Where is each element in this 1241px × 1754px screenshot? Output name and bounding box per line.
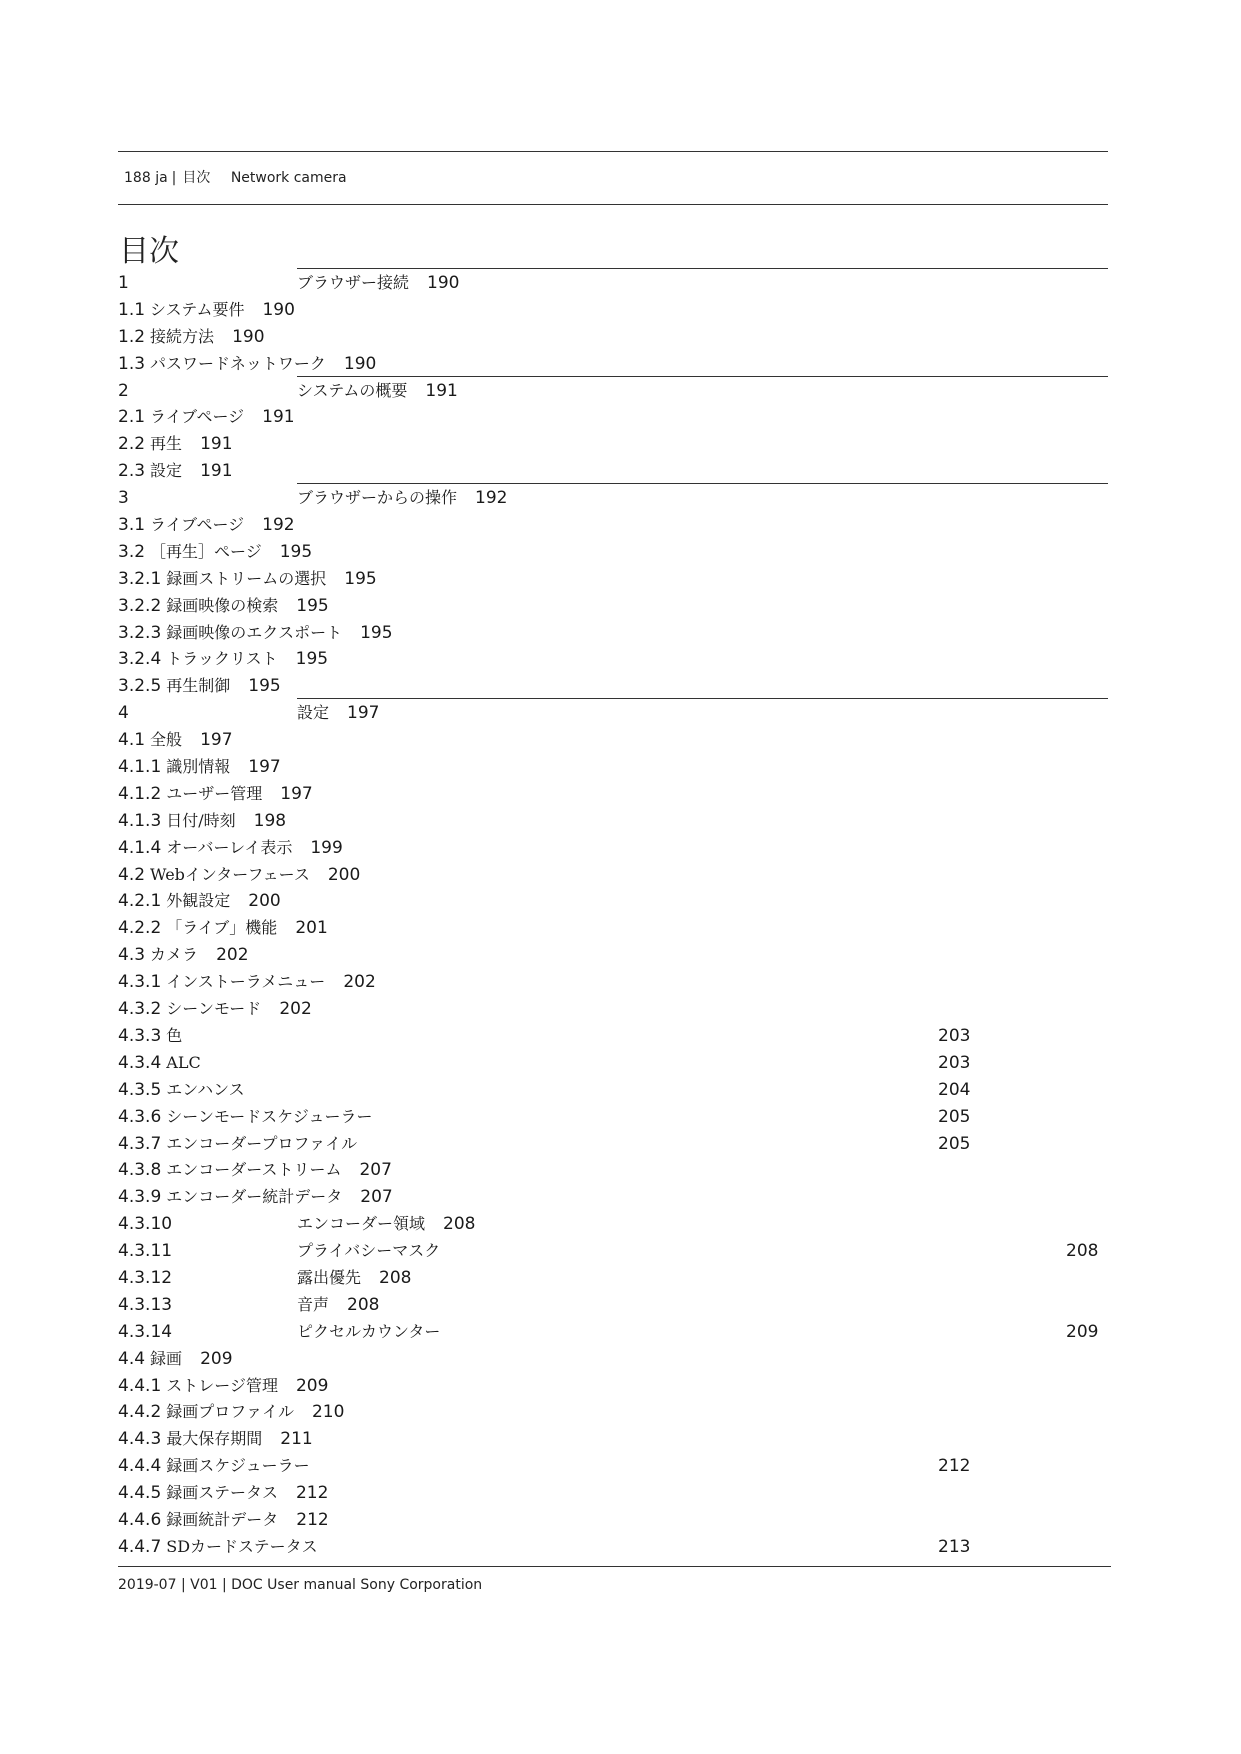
toc-page-number: 205 bbox=[938, 1106, 971, 1127]
toc-number: 4.1.3 bbox=[118, 810, 162, 831]
toc-label: 「ライブ」機能 bbox=[166, 918, 278, 938]
toc-entry-row[interactable] bbox=[118, 1050, 1108, 1077]
toc-chapter-row[interactable] bbox=[118, 700, 1108, 727]
toc-entry-row[interactable] bbox=[118, 673, 1108, 700]
toc-page-number: 190 bbox=[343, 353, 377, 374]
header-chapter: 目次 bbox=[182, 170, 211, 186]
toc-label: 最大保存期間 bbox=[166, 1429, 263, 1449]
toc-page-number: 208 bbox=[347, 1294, 380, 1315]
toc-chapter-row[interactable] bbox=[118, 270, 1108, 297]
toc-page-number: 209 bbox=[1066, 1321, 1099, 1342]
toc-number: 4.3.14 bbox=[118, 1321, 173, 1342]
toc-label: 音声 bbox=[297, 1294, 330, 1314]
toc-label-group bbox=[297, 1238, 440, 1265]
toc-number: 4.4 bbox=[118, 1348, 146, 1369]
toc-label: エンコーダー統計データ bbox=[166, 1187, 343, 1207]
toc-page-number: 197 bbox=[280, 783, 313, 804]
toc-entry-row[interactable] bbox=[118, 1399, 1108, 1426]
toc-entry-row[interactable] bbox=[118, 324, 1108, 351]
toc-entry-row[interactable] bbox=[118, 539, 1108, 566]
toc-label-group bbox=[297, 1265, 411, 1292]
toc-label-group bbox=[297, 1292, 379, 1319]
toc-page-number: 192 bbox=[262, 515, 295, 536]
toc-page-number: 198 bbox=[253, 810, 287, 831]
footer-rule bbox=[118, 1566, 1111, 1567]
toc-entry-row[interactable] bbox=[118, 1023, 1108, 1050]
toc-number: 4.3.8 bbox=[118, 1160, 162, 1181]
toc-page-number: 204 bbox=[938, 1079, 971, 1100]
toc-page-number: 210 bbox=[311, 1402, 345, 1423]
toc-page-number: 200 bbox=[327, 864, 361, 885]
toc-label: 録画統計データ bbox=[166, 1509, 279, 1529]
toc-number: 4.3 bbox=[118, 945, 146, 966]
toc-label: ユーザー管理 bbox=[166, 783, 263, 803]
toc-page-number: 195 bbox=[360, 622, 393, 643]
toc-entry-row[interactable] bbox=[118, 888, 1108, 915]
toc-number: 4.1 bbox=[118, 730, 146, 751]
toc-label: エンコーダーストリーム bbox=[166, 1160, 342, 1180]
toc-page-number: 207 bbox=[359, 1160, 392, 1181]
toc-page-number: 208 bbox=[1066, 1241, 1099, 1262]
toc-page-number: 212 bbox=[296, 1509, 329, 1530]
toc-label: プライバシーマスク bbox=[297, 1241, 441, 1261]
toc-number: 4.3.11 bbox=[118, 1241, 173, 1262]
toc-page-number: 195 bbox=[248, 676, 281, 697]
toc-number: 4.4.3 bbox=[118, 1429, 162, 1450]
toc-label: 再生 bbox=[150, 434, 183, 454]
toc-number: 4.3.5 bbox=[118, 1079, 162, 1100]
toc-page-number: 197 bbox=[248, 757, 281, 778]
header-product: Network camera bbox=[230, 170, 347, 186]
toc-label: 録画プロファイル bbox=[166, 1402, 294, 1422]
toc-entry-row[interactable] bbox=[118, 512, 1108, 539]
toc-entry-row[interactable] bbox=[118, 915, 1108, 942]
toc-number: 4.3.6 bbox=[118, 1106, 162, 1127]
toc-number: 4.2.2 bbox=[118, 918, 162, 939]
toc-page-number: 208 bbox=[379, 1267, 412, 1288]
toc-page-number: 200 bbox=[248, 891, 281, 912]
toc-entry-row[interactable] bbox=[118, 1211, 1108, 1238]
toc-page-number: 195 bbox=[279, 541, 313, 562]
toc-label: エンコーダープロファイル bbox=[166, 1133, 358, 1153]
toc-number: 4 bbox=[118, 703, 129, 724]
toc-number: 4.4.4 bbox=[118, 1456, 162, 1477]
toc-page-number: 195 bbox=[295, 649, 329, 670]
header-top-rule bbox=[118, 151, 1108, 152]
toc-entry-row[interactable] bbox=[118, 781, 1108, 808]
toc-label: システム要件 bbox=[150, 299, 245, 319]
header-page-number: 188 bbox=[124, 170, 151, 186]
toc-label: 再生制御 bbox=[166, 676, 231, 696]
toc-label: 設定 bbox=[297, 703, 330, 723]
page-footer: 2019-07 | V01 | DOC User manual Sony Corporation bbox=[118, 1577, 483, 1593]
toc-entry-row[interactable] bbox=[118, 297, 1108, 324]
toc-label: ストレージ管理 bbox=[166, 1375, 278, 1395]
toc-label: 色 bbox=[166, 1025, 183, 1045]
toc-label-group bbox=[297, 1319, 440, 1346]
toc-label: シーンモードスケジューラー bbox=[166, 1106, 373, 1126]
toc-entry-row[interactable] bbox=[118, 1157, 1108, 1184]
toc-page-number: 203 bbox=[938, 1025, 971, 1046]
toc-page-number: 212 bbox=[295, 1483, 329, 1504]
toc-page-number: 190 bbox=[262, 299, 295, 320]
toc-page-number: 197 bbox=[200, 730, 233, 751]
toc-page-number: 202 bbox=[343, 972, 376, 993]
toc-label: Webインターフェース bbox=[150, 864, 310, 884]
toc-entry-row[interactable] bbox=[118, 1346, 1108, 1373]
toc-page-number: 191 bbox=[200, 434, 233, 455]
toc-entry-row[interactable] bbox=[118, 1077, 1108, 1104]
toc-entry-row[interactable] bbox=[118, 969, 1108, 996]
toc-entry-row[interactable] bbox=[118, 835, 1108, 862]
toc-entry-row[interactable] bbox=[118, 862, 1108, 889]
toc-label: ピクセルカウンター bbox=[297, 1321, 441, 1341]
toc-chapter-row[interactable] bbox=[118, 378, 1108, 405]
toc-label: ALC bbox=[166, 1052, 201, 1072]
toc-page-number: 211 bbox=[280, 1429, 313, 1450]
toc-number: 4.3.12 bbox=[118, 1267, 173, 1288]
toc-label: オーバーレイ表示 bbox=[166, 837, 293, 857]
toc-page-number: 209 bbox=[200, 1348, 233, 1369]
toc-number: 1.3 bbox=[118, 353, 146, 374]
toc-number: 1.1 bbox=[118, 299, 146, 320]
toc-number: 3.2.4 bbox=[118, 649, 162, 670]
toc-number: 4.4.5 bbox=[118, 1483, 162, 1504]
toc-number: 3.1 bbox=[118, 515, 146, 536]
toc-page-number: 209 bbox=[295, 1375, 329, 1396]
toc-page-number: 205 bbox=[938, 1133, 971, 1154]
toc-page-number: 207 bbox=[360, 1187, 393, 1208]
toc-entry-row[interactable] bbox=[118, 458, 1108, 485]
toc-number: 3.2.5 bbox=[118, 676, 162, 697]
toc-label: 日付/時刻 bbox=[166, 810, 236, 830]
toc-label: 録画映像のエクスポート bbox=[166, 622, 343, 642]
toc-number: 4.4.2 bbox=[118, 1402, 162, 1423]
toc-page-number: 208 bbox=[443, 1214, 476, 1235]
toc-label: 全般 bbox=[150, 730, 183, 750]
toc-entry-row[interactable] bbox=[118, 646, 1108, 673]
toc-number: 2.3 bbox=[118, 461, 146, 482]
toc-entry-row[interactable] bbox=[118, 404, 1108, 431]
toc-entry-row[interactable] bbox=[118, 1534, 1108, 1561]
toc-entry-row[interactable] bbox=[118, 1184, 1108, 1211]
toc-label: 接続方法 bbox=[150, 326, 215, 346]
toc-number: 4.2.1 bbox=[118, 891, 162, 912]
toc-number: 4.3.3 bbox=[118, 1025, 162, 1046]
toc-number: 4.4.1 bbox=[118, 1375, 162, 1396]
toc-entry-row[interactable] bbox=[118, 1131, 1108, 1158]
toc-entry-row[interactable] bbox=[118, 1373, 1108, 1400]
toc-entry-row[interactable] bbox=[118, 808, 1108, 835]
toc-label: インストーラメニュー bbox=[166, 972, 326, 992]
toc-number: 4.1.2 bbox=[118, 783, 162, 804]
running-header bbox=[124, 167, 347, 187]
toc-entry-row[interactable] bbox=[118, 566, 1108, 593]
toc-number: 4.3.10 bbox=[118, 1214, 173, 1235]
toc-number: 4.3.7 bbox=[118, 1133, 162, 1154]
toc-page-number: 191 bbox=[425, 380, 458, 401]
toc-label: パスワードネットワーク bbox=[150, 353, 326, 373]
toc-entry-row[interactable] bbox=[118, 1426, 1108, 1453]
toc-number: 4.3.4 bbox=[118, 1052, 162, 1073]
toc-label: 録画 bbox=[150, 1348, 183, 1368]
toc-number: 4.1.4 bbox=[118, 837, 162, 858]
toc-number: 4.3.2 bbox=[118, 999, 162, 1020]
toc-label: エンコーダー領域 bbox=[297, 1214, 426, 1234]
toc-label: SDカードステータス bbox=[166, 1536, 318, 1556]
toc-entry-row[interactable] bbox=[118, 1292, 1108, 1319]
toc-page-number: 195 bbox=[344, 568, 377, 589]
toc-number: 4.2 bbox=[118, 864, 146, 885]
toc-number: 3.2.1 bbox=[118, 568, 162, 589]
toc-label: 録画ストリームの選択 bbox=[166, 568, 327, 588]
toc-number: 3.2 bbox=[118, 541, 146, 562]
toc-page-number: 190 bbox=[427, 273, 460, 293]
toc-label: エンハンス bbox=[166, 1079, 245, 1099]
toc-number: 3 bbox=[118, 488, 129, 509]
toc-entry-row[interactable] bbox=[118, 593, 1108, 620]
toc-entry-row[interactable] bbox=[118, 431, 1108, 458]
toc-label: ブラウザー接続 bbox=[297, 273, 410, 292]
toc-label: 録画ステータス bbox=[166, 1483, 278, 1503]
toc-page-number: 201 bbox=[295, 918, 328, 939]
toc-entry-row[interactable] bbox=[118, 727, 1108, 754]
toc-number: 4.3.9 bbox=[118, 1187, 162, 1208]
chapter-rule bbox=[297, 698, 1108, 699]
toc-entry-row[interactable] bbox=[118, 996, 1108, 1023]
toc-chapter-row[interactable] bbox=[118, 485, 1108, 512]
toc-page-number: 203 bbox=[938, 1052, 971, 1073]
toc-page-number: 192 bbox=[475, 488, 508, 509]
toc-label: 外観設定 bbox=[166, 891, 231, 911]
toc-number: 3.2.2 bbox=[118, 595, 162, 616]
toc-number: 2.2 bbox=[118, 434, 146, 455]
toc-page-number: 199 bbox=[310, 837, 343, 858]
header-lang: ja bbox=[155, 170, 168, 186]
toc-entry-row[interactable] bbox=[118, 1453, 1108, 1480]
toc-entry-row[interactable] bbox=[118, 1238, 1108, 1265]
toc-label: 露出優先 bbox=[297, 1267, 362, 1287]
toc-page-number: 195 bbox=[296, 595, 329, 616]
toc-entry-row[interactable] bbox=[118, 942, 1108, 969]
toc-number: 4.4.6 bbox=[118, 1509, 162, 1530]
toc-entry-row[interactable] bbox=[118, 1480, 1108, 1507]
toc-entry-row[interactable] bbox=[118, 1265, 1108, 1292]
toc-page-number: 213 bbox=[938, 1536, 971, 1557]
toc-label-group bbox=[297, 485, 507, 512]
toc-page-number: 202 bbox=[279, 999, 312, 1020]
toc-entry-row[interactable] bbox=[118, 1507, 1108, 1534]
toc-number: 2 bbox=[118, 380, 129, 401]
toc-label: カメラ bbox=[150, 945, 199, 965]
toc-number: 4.3.13 bbox=[118, 1294, 173, 1315]
toc-label: ライブページ bbox=[150, 515, 245, 535]
toc-number: 1.2 bbox=[118, 326, 146, 347]
toc-number: 4.1.1 bbox=[118, 757, 162, 778]
toc-entry-row[interactable] bbox=[118, 620, 1108, 647]
toc-page-number: 202 bbox=[216, 945, 249, 966]
toc-number: 4.4.7 bbox=[118, 1536, 162, 1557]
toc-label: トラックリスト bbox=[166, 649, 278, 669]
toc-label: 録画映像の検索 bbox=[166, 595, 279, 615]
toc-label-group bbox=[297, 700, 379, 727]
page-title: 目次 bbox=[119, 234, 179, 269]
toc-label: 設定 bbox=[150, 461, 183, 481]
toc-label: 識別情報 bbox=[166, 757, 231, 777]
header-bottom-rule bbox=[118, 204, 1108, 205]
toc-label: シーンモード bbox=[166, 999, 262, 1019]
chapter-rule bbox=[297, 376, 1108, 377]
toc-label: 録画スケジューラー bbox=[166, 1456, 310, 1476]
toc-label-group bbox=[297, 270, 459, 297]
toc-label: ［再生］ページ bbox=[150, 541, 262, 561]
toc-label: ブラウザーからの操作 bbox=[297, 488, 458, 508]
toc-label-group bbox=[297, 1211, 475, 1238]
toc-entry-row[interactable] bbox=[118, 754, 1108, 781]
toc-page-number: 212 bbox=[938, 1456, 971, 1477]
toc-label: ライブページ bbox=[150, 407, 245, 427]
toc-page-number: 191 bbox=[262, 407, 295, 428]
toc-label-group bbox=[297, 378, 458, 405]
toc-page-number: 197 bbox=[347, 703, 380, 724]
toc-number: 1 bbox=[118, 273, 129, 293]
header-separator: | bbox=[171, 170, 177, 186]
chapter-rule bbox=[297, 483, 1108, 484]
chapter-rule bbox=[297, 268, 1108, 269]
toc-page-number: 191 bbox=[200, 461, 233, 482]
toc-number: 2.1 bbox=[118, 407, 146, 428]
toc-page-number: 190 bbox=[232, 326, 265, 347]
table-of-contents bbox=[118, 270, 1108, 1561]
toc-label: システムの概要 bbox=[297, 380, 408, 400]
toc-entry-row[interactable] bbox=[118, 351, 1108, 378]
toc-number: 4.3.1 bbox=[118, 972, 162, 993]
toc-entry-row[interactable] bbox=[118, 1104, 1108, 1131]
toc-entry-row[interactable] bbox=[118, 1319, 1108, 1346]
toc-number: 3.2.3 bbox=[118, 622, 162, 643]
